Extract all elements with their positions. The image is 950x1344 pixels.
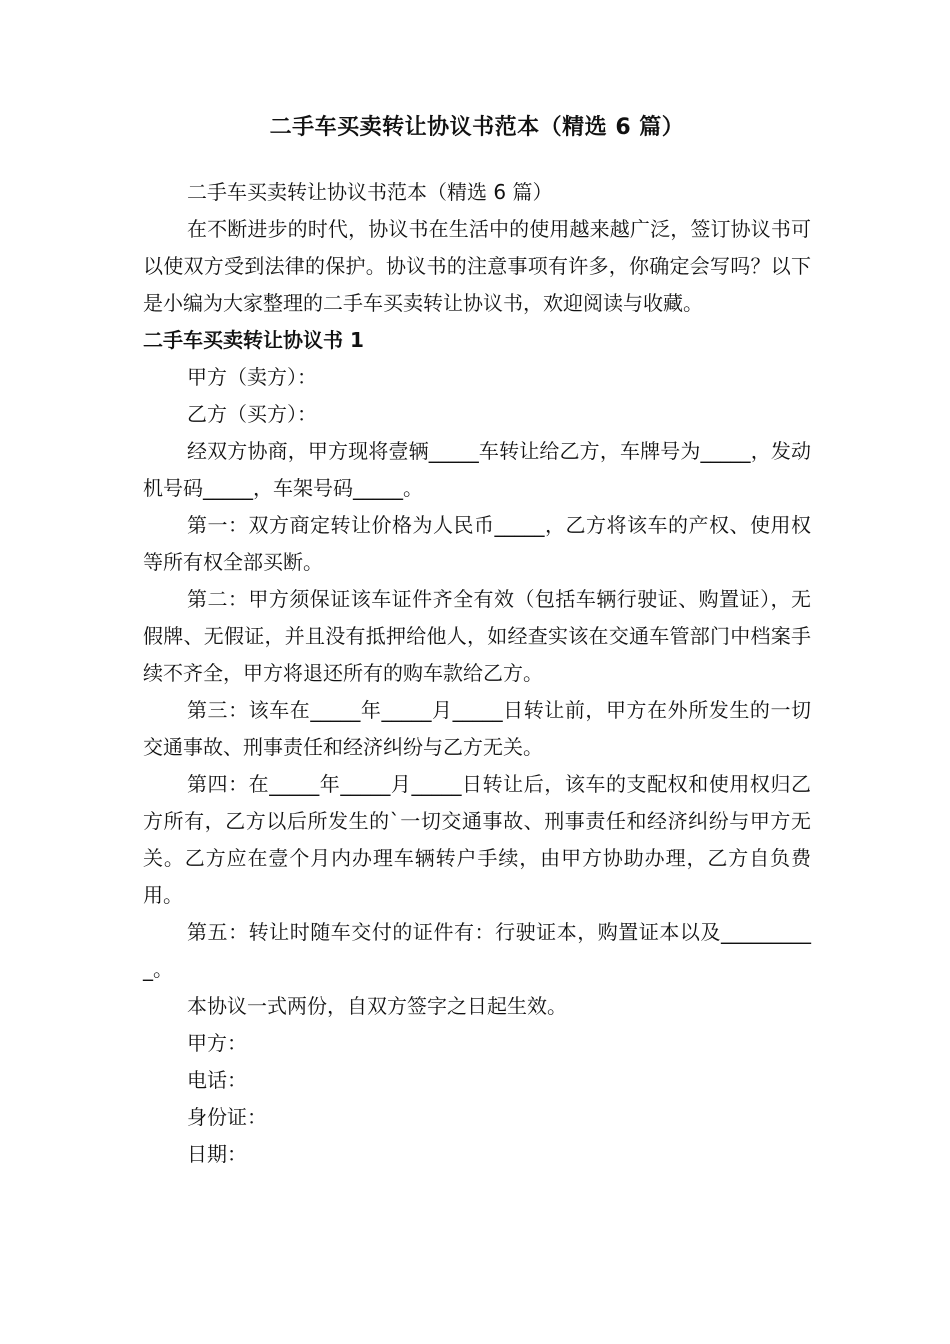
signature-date: 日期： [187, 1142, 247, 1166]
signature-id: 身份证： [187, 1105, 267, 1129]
vehicle-info-paragraph: 经双方协商，甲方现将壹辆_____车转让给乙方，车牌号为_____，发动机号码_____，车架号码_____。 [143, 439, 811, 500]
document-page [143, 112, 811, 1173]
clause-3: 第三：该车在_____年_____月_____日转让前，甲方在外所发生的一切交通事故、刑事责任和经济纠纷与乙方无关。 [143, 698, 811, 759]
signature-phone: 电话： [187, 1068, 247, 1092]
section-heading: 二手车买卖转让协议书 1 [143, 328, 364, 352]
document-subtitle: 二手车买卖转让协议书范本（精选 6 篇） [187, 180, 553, 204]
clause-2: 第二：甲方须保证该车证件齐全有效（包括车辆行驶证、购置证），无假牌、无假证，并且没有抵押给他人，如经查实该在交通车管部门中档案手续不齐全，甲方将退还所有的购车款给乙方。 [143, 587, 811, 685]
party-a-line: 甲方（卖方）： [187, 365, 317, 389]
intro-paragraph: 在不断进步的时代，协议书在生活中的使用越来越广泛，签订协议书可以使双方受到法律的保护。协议书的注意事项有许多，你确定会写吗？以下是小编为大家整理的二手车买卖转让协议书，欢迎阅读与收藏。 [143, 217, 811, 315]
signature-party-a: 甲方： [187, 1031, 247, 1055]
party-b-line: 乙方（买方）： [187, 402, 317, 426]
clause-4: 第四：在_____年_____月_____日转让后，该车的支配权和使用权归乙方所有，乙方以后所发生的`一切交通事故、刑事责任和经济纠纷与甲方无关。乙方应在壹个月内办理车辆转户手续，由甲方协助办理，乙方自负费用。 [143, 772, 811, 907]
document-title: 二手车买卖转让协议书范本（精选 6 篇） [269, 115, 685, 140]
effective-clause: 本协议一式两份，自双方签字之日起生效。 [187, 994, 567, 1018]
clause-5: 第五：转让时随车交付的证件有：行驶证本，购置证本以及__________。 [143, 920, 811, 981]
clause-1: 第一：双方商定转让价格为人民币_____，乙方将该车的产权、使用权等所有权全部买断。 [143, 513, 811, 574]
